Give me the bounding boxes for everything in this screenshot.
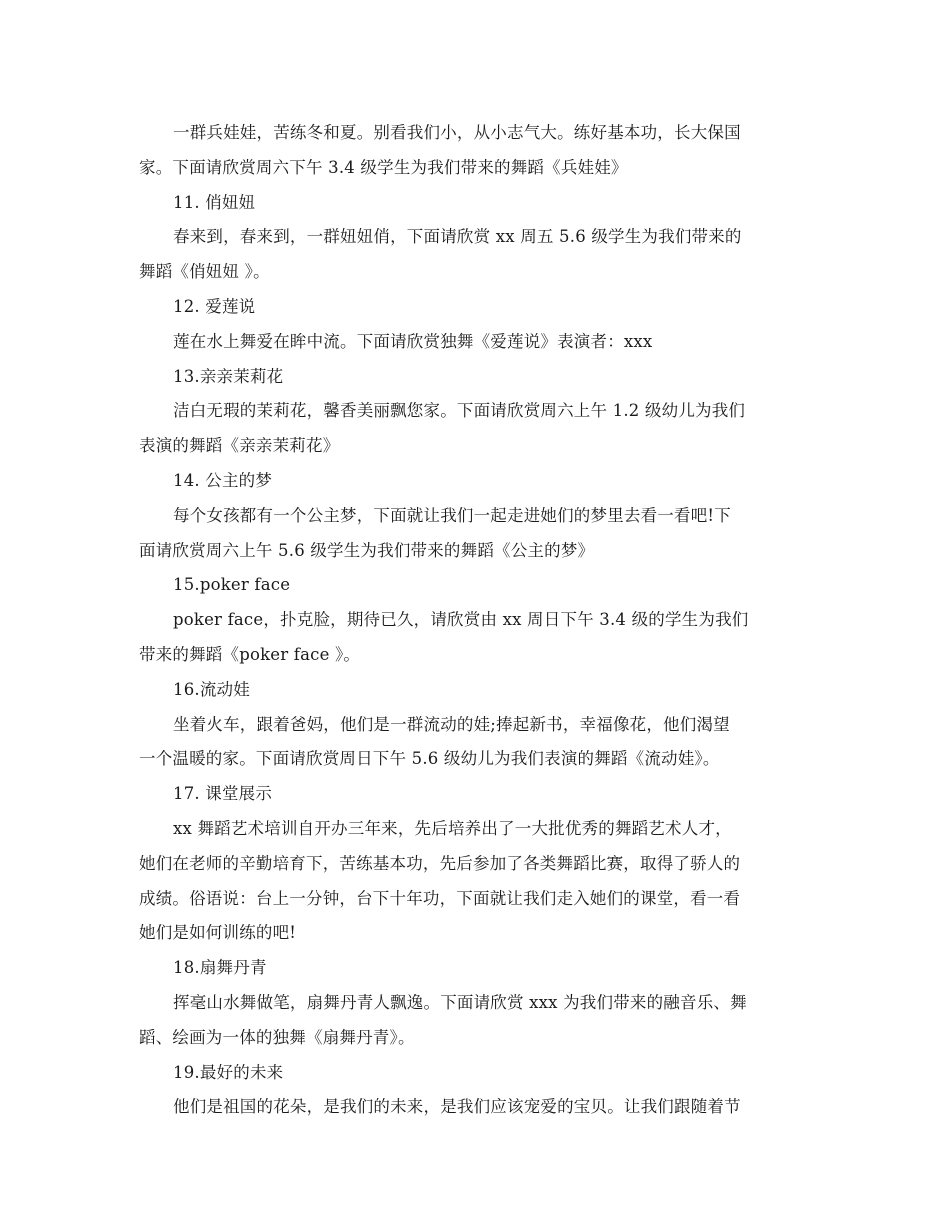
- paragraph-line: 她们在老师的辛勤培育下，苦练基本功，先后参加了各类舞蹈比赛，取得了骄人的: [139, 853, 741, 873]
- paragraph-line: 一群兵娃娃，苦练冬和夏。别看我们小，从小志气大。练好基本功，长大保国: [173, 123, 741, 142]
- paragraph-line: 蹈、绘画为一体的独舞《扇舞丹青》。: [139, 1027, 415, 1047]
- section-heading: 12. 爱莲说: [173, 296, 256, 316]
- paragraph-line: 一个温暖的家。下面请欣赏周日下午 5.6 级幼儿为我们表演的舞蹈《流动娃》。: [139, 749, 720, 769]
- paragraph-line: poker face，扑克脸，期待已久，请欣赏由 xx 周日下午 3.4 级的学生为我们: [173, 610, 749, 630]
- document-body: [139, 116, 813, 1125]
- section-heading: 15.poker face: [173, 575, 291, 595]
- paragraph-line: 成绩。俗语说：台上一分钟，台下十年功，下面就让我们走入她们的课堂，看一看: [139, 888, 741, 908]
- section-heading: 16.流动娃: [173, 679, 250, 699]
- paragraph-line: 每个女孩都有一个公主梦，下面就让我们一起走进她们的梦里去看一看吧!下: [173, 505, 731, 525]
- paragraph-line: 家。下面请欣赏周六下午 3.4 级学生为我们带来的舞蹈《兵娃娃》: [139, 157, 628, 177]
- paragraph-line: 舞蹈《俏妞妞 》。: [139, 262, 270, 282]
- paragraph-line: 莲在水上舞爱在眸中流。下面请欣赏独舞《爱莲说》表演者：xxx: [173, 331, 653, 351]
- paragraph-line: 挥毫山水舞做笔，扇舞丹青人飘逸。下面请欣赏 xxx 为我们带来的融音乐、舞: [173, 992, 747, 1012]
- paragraph-line: xx 舞蹈艺术培训自开办三年来，先后培养出了一大批优秀的舞蹈艺术人才，: [173, 818, 732, 838]
- section-heading: 17. 课堂展示: [173, 784, 273, 804]
- paragraph-line: 他们是祖国的花朵，是我们的未来，是我们应该宠爱的宝贝。让我们跟随着节: [173, 1097, 741, 1117]
- paragraph-line: 表演的舞蹈《亲亲茉莉花》: [139, 436, 340, 456]
- section-heading: 18.扇舞丹青: [173, 958, 267, 978]
- section-heading: 13.亲亲茉莉花: [173, 366, 284, 386]
- paragraph-line: 带来的舞蹈《poker face 》。: [139, 644, 361, 664]
- paragraph-line: 她们是如何训练的吧!: [139, 923, 297, 943]
- paragraph-line: 洁白无瑕的茉莉花，馨香美丽飘您家。下面请欣赏周六上午 1.2 级幼儿为我们: [173, 401, 746, 421]
- section-heading: 11. 俏妞妞: [173, 192, 256, 212]
- paragraph-line: 面请欣赏周六上午 5.6 级学生为我们带来的舞蹈《公主的梦》: [139, 540, 595, 560]
- section-heading: 19.最好的未来: [173, 1062, 284, 1082]
- section-heading: 14. 公主的梦: [173, 470, 273, 490]
- paragraph-line: 坐着火车，跟着爸妈，他们是一群流动的娃;捧起新书，幸福像花，他们渴望: [173, 714, 730, 734]
- paragraph-line: 春来到，春来到，一群妞妞俏，下面请欣赏 xx 周五 5.6 级学生为我们带来的: [173, 227, 742, 247]
